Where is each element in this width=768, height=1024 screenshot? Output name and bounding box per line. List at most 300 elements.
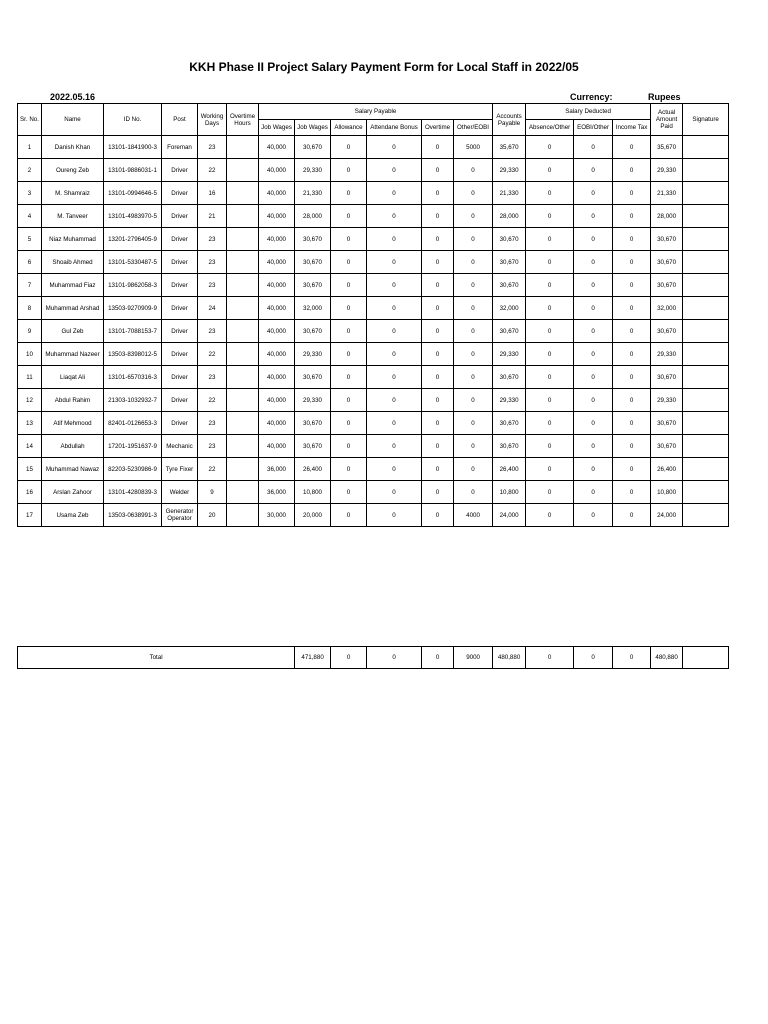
cell-overtime: 0: [422, 182, 454, 205]
cell-overtime-hours: [227, 159, 259, 182]
table-row: [18, 366, 729, 389]
cell-job-wages-2: 26,400: [295, 458, 331, 481]
cell-overtime-hours: [227, 366, 259, 389]
cell-eobi-other: 0: [574, 320, 613, 343]
cell-absence-other: 0: [526, 159, 574, 182]
cell-job-wages-1: 40,000: [259, 320, 295, 343]
cell-overtime-hours: [227, 458, 259, 481]
header-allowance: Allowance: [331, 120, 367, 136]
cell-sr-no: 13: [18, 412, 42, 435]
cell-accounts-payable: 29,330: [493, 389, 526, 412]
cell-post: Welder: [162, 481, 198, 504]
cell-sr-no: 3: [18, 182, 42, 205]
cell-name: Muhammad Nawaz: [42, 458, 104, 481]
cell-income-tax: 0: [613, 297, 651, 320]
cell-attendance-bonus: 0: [367, 343, 422, 366]
cell-allowance: 0: [331, 435, 367, 458]
cell-name: M. Shamraiz: [42, 182, 104, 205]
header-sr-no: Sr. No.: [18, 104, 42, 136]
cell-actual-amount-paid: 24,000: [651, 504, 683, 527]
cell-post: Tyre Fixer: [162, 458, 198, 481]
cell-eobi-other: 0: [574, 412, 613, 435]
cell-name: Liaqat Ali: [42, 366, 104, 389]
cell-id-no: 13101-4983970-5: [104, 205, 162, 228]
table-row: [18, 504, 729, 527]
cell-job-wages-2: 29,330: [295, 159, 331, 182]
cell-job-wages-1: 40,000: [259, 159, 295, 182]
cell-other-eobi: 0: [454, 435, 493, 458]
cell-job-wages-2: 28,000: [295, 205, 331, 228]
table-row: [18, 274, 729, 297]
cell-overtime: 0: [422, 274, 454, 297]
cell-sr-no: 7: [18, 274, 42, 297]
cell-allowance: 0: [331, 504, 367, 527]
cell-absence-other: 0: [526, 274, 574, 297]
cell-eobi-other: 0: [574, 435, 613, 458]
cell-post: Driver: [162, 182, 198, 205]
cell-sr-no: 6: [18, 251, 42, 274]
cell-income-tax: 0: [613, 435, 651, 458]
cell-name: Muhammad Arshad: [42, 297, 104, 320]
cell-name: M. Tanveer: [42, 205, 104, 228]
cell-overtime-hours: [227, 504, 259, 527]
header-accounts-payable: Accounts Payable: [493, 104, 526, 136]
table-row: [18, 182, 729, 205]
cell-sr-no: 14: [18, 435, 42, 458]
cell-allowance: 0: [331, 274, 367, 297]
cell-overtime-hours: [227, 205, 259, 228]
cell-eobi-other: 0: [574, 251, 613, 274]
cell-eobi-other: 0: [574, 159, 613, 182]
cell-signature: [683, 343, 729, 366]
cell-id-no: 13101-4280839-3: [104, 481, 162, 504]
cell-accounts-payable: 30,670: [493, 366, 526, 389]
cell-attendance-bonus: 0: [367, 412, 422, 435]
cell-absence-other: 0: [526, 458, 574, 481]
cell-job-wages-2: 21,330: [295, 182, 331, 205]
cell-name: Muhammad Nazeer: [42, 343, 104, 366]
cell-attendance-bonus: 0: [367, 389, 422, 412]
cell-accounts-payable: 10,800: [493, 481, 526, 504]
header-job-wages-1: Job Wages: [259, 120, 295, 136]
cell-allowance: 0: [331, 159, 367, 182]
cell-actual-amount-paid: 29,330: [651, 389, 683, 412]
header-other-eobi: Other/EOBI: [454, 120, 493, 136]
cell-other-eobi: 0: [454, 205, 493, 228]
cell-accounts-payable: 30,670: [493, 274, 526, 297]
cell-job-wages-1: 40,000: [259, 389, 295, 412]
table-row: [18, 458, 729, 481]
cell-job-wages-1: 30,000: [259, 504, 295, 527]
cell-other-eobi: 4000: [454, 504, 493, 527]
cell-other-eobi: 0: [454, 412, 493, 435]
total-absence-other: 0: [526, 647, 574, 669]
cell-other-eobi: 0: [454, 458, 493, 481]
cell-working-days: 24: [198, 297, 227, 320]
cell-name: Gul Zeb: [42, 320, 104, 343]
cell-signature: [683, 159, 729, 182]
cell-other-eobi: 0: [454, 182, 493, 205]
cell-attendance-bonus: 0: [367, 228, 422, 251]
cell-job-wages-2: 20,000: [295, 504, 331, 527]
cell-signature: [683, 435, 729, 458]
cell-overtime: 0: [422, 458, 454, 481]
cell-signature: [683, 458, 729, 481]
cell-eobi-other: 0: [574, 481, 613, 504]
cell-job-wages-2: 10,800: [295, 481, 331, 504]
cell-working-days: 23: [198, 274, 227, 297]
cell-eobi-other: 0: [574, 205, 613, 228]
cell-sr-no: 11: [18, 366, 42, 389]
table-row: [18, 481, 729, 504]
cell-actual-amount-paid: 30,670: [651, 274, 683, 297]
cell-overtime: 0: [422, 366, 454, 389]
cell-overtime-hours: [227, 136, 259, 159]
cell-income-tax: 0: [613, 320, 651, 343]
cell-overtime-hours: [227, 435, 259, 458]
cell-job-wages-1: 40,000: [259, 205, 295, 228]
cell-overtime-hours: [227, 481, 259, 504]
cell-actual-amount-paid: 29,330: [651, 343, 683, 366]
cell-allowance: 0: [331, 366, 367, 389]
header-overtime: Overtime: [422, 120, 454, 136]
cell-accounts-payable: 29,330: [493, 159, 526, 182]
cell-name: Abdullah: [42, 435, 104, 458]
cell-name: Oureng Zeb: [42, 159, 104, 182]
cell-signature: [683, 412, 729, 435]
cell-post: Driver: [162, 297, 198, 320]
table-row: [18, 389, 729, 412]
cell-accounts-payable: 30,670: [493, 228, 526, 251]
cell-signature: [683, 389, 729, 412]
cell-job-wages-2: 30,670: [295, 228, 331, 251]
cell-income-tax: 0: [613, 251, 651, 274]
cell-overtime: 0: [422, 320, 454, 343]
currency-value: Rupees: [648, 92, 681, 102]
cell-job-wages-2: 30,670: [295, 320, 331, 343]
cell-job-wages-1: 36,000: [259, 458, 295, 481]
cell-name: Usama Zeb: [42, 504, 104, 527]
cell-allowance: 0: [331, 228, 367, 251]
report-date: 2022.05.16: [50, 92, 96, 102]
cell-post: Driver: [162, 251, 198, 274]
total-accounts-payable: 480,880: [493, 647, 526, 669]
cell-signature: [683, 481, 729, 504]
cell-attendance-bonus: 0: [367, 320, 422, 343]
header-actual-amount-paid: Actual Amount Paid: [651, 104, 683, 136]
cell-job-wages-2: 30,670: [295, 274, 331, 297]
cell-other-eobi: 0: [454, 320, 493, 343]
cell-name: Abdul Rahim: [42, 389, 104, 412]
table-row: [18, 412, 729, 435]
cell-eobi-other: 0: [574, 366, 613, 389]
cell-absence-other: 0: [526, 366, 574, 389]
cell-working-days: 16: [198, 182, 227, 205]
cell-id-no: 82203-5230986-9: [104, 458, 162, 481]
total-allowance: 0: [331, 647, 367, 669]
cell-signature: [683, 182, 729, 205]
cell-allowance: 0: [331, 297, 367, 320]
cell-attendance-bonus: 0: [367, 435, 422, 458]
cell-overtime: 0: [422, 435, 454, 458]
header-post: Post: [162, 104, 198, 136]
cell-absence-other: 0: [526, 320, 574, 343]
total-actual-amount-paid: 480,880: [651, 647, 683, 669]
cell-allowance: 0: [331, 136, 367, 159]
cell-id-no: 13101-7088153-7: [104, 320, 162, 343]
table-row: [18, 205, 729, 228]
cell-post: Driver: [162, 159, 198, 182]
cell-name: Danish Khan: [42, 136, 104, 159]
header-absence-other: Absence/Other: [526, 120, 574, 136]
cell-working-days: 23: [198, 435, 227, 458]
cell-sr-no: 15: [18, 458, 42, 481]
cell-job-wages-2: 29,330: [295, 343, 331, 366]
cell-accounts-payable: 24,000: [493, 504, 526, 527]
cell-actual-amount-paid: 30,670: [651, 412, 683, 435]
cell-income-tax: 0: [613, 366, 651, 389]
cell-eobi-other: 0: [574, 228, 613, 251]
table-row: [18, 297, 729, 320]
cell-signature: [683, 504, 729, 527]
cell-attendance-bonus: 0: [367, 136, 422, 159]
cell-overtime: 0: [422, 205, 454, 228]
cell-accounts-payable: 30,670: [493, 251, 526, 274]
table-row: [18, 320, 729, 343]
cell-post: Driver: [162, 366, 198, 389]
cell-working-days: 21: [198, 205, 227, 228]
cell-income-tax: 0: [613, 504, 651, 527]
table-row: [18, 435, 729, 458]
total-label: Total: [18, 647, 295, 669]
cell-overtime: 0: [422, 412, 454, 435]
cell-actual-amount-paid: 10,800: [651, 481, 683, 504]
cell-job-wages-2: 29,330: [295, 389, 331, 412]
cell-allowance: 0: [331, 205, 367, 228]
cell-signature: [683, 320, 729, 343]
cell-income-tax: 0: [613, 159, 651, 182]
total-attendance-bonus: 0: [367, 647, 422, 669]
cell-allowance: 0: [331, 320, 367, 343]
cell-income-tax: 0: [613, 228, 651, 251]
cell-job-wages-2: 30,670: [295, 366, 331, 389]
cell-job-wages-1: 40,000: [259, 182, 295, 205]
cell-eobi-other: 0: [574, 136, 613, 159]
cell-other-eobi: 5000: [454, 136, 493, 159]
cell-other-eobi: 0: [454, 481, 493, 504]
cell-absence-other: 0: [526, 343, 574, 366]
table-row: [18, 251, 729, 274]
cell-income-tax: 0: [613, 389, 651, 412]
cell-id-no: 82401-0126653-3: [104, 412, 162, 435]
cell-eobi-other: 0: [574, 504, 613, 527]
header-eobi-other: EOBI/Other: [574, 120, 613, 136]
total-signature: [683, 647, 729, 669]
cell-attendance-bonus: 0: [367, 458, 422, 481]
cell-absence-other: 0: [526, 136, 574, 159]
cell-job-wages-1: 40,000: [259, 412, 295, 435]
cell-id-no: 21303-1032932-7: [104, 389, 162, 412]
header-signature: Signature: [683, 104, 729, 136]
cell-attendance-bonus: 0: [367, 504, 422, 527]
cell-working-days: 22: [198, 159, 227, 182]
total-row: [18, 647, 729, 669]
cell-post: Generator Operator: [162, 504, 198, 527]
cell-working-days: 23: [198, 228, 227, 251]
total-overtime: 0: [422, 647, 454, 669]
cell-attendance-bonus: 0: [367, 481, 422, 504]
cell-working-days: 23: [198, 320, 227, 343]
cell-accounts-payable: 35,670: [493, 136, 526, 159]
total-other-eobi: 9000: [454, 647, 493, 669]
cell-eobi-other: 0: [574, 458, 613, 481]
cell-absence-other: 0: [526, 182, 574, 205]
cell-working-days: 22: [198, 389, 227, 412]
cell-id-no: 13101-5330487-5: [104, 251, 162, 274]
cell-job-wages-2: 30,670: [295, 136, 331, 159]
cell-actual-amount-paid: 32,000: [651, 297, 683, 320]
cell-sr-no: 2: [18, 159, 42, 182]
cell-absence-other: 0: [526, 504, 574, 527]
cell-absence-other: 0: [526, 228, 574, 251]
cell-signature: [683, 205, 729, 228]
cell-attendance-bonus: 0: [367, 251, 422, 274]
cell-accounts-payable: 29,330: [493, 343, 526, 366]
cell-id-no: 13101-9862058-3: [104, 274, 162, 297]
cell-overtime-hours: [227, 228, 259, 251]
cell-accounts-payable: 30,670: [493, 320, 526, 343]
cell-id-no: 13101-9886031-1: [104, 159, 162, 182]
cell-absence-other: 0: [526, 412, 574, 435]
cell-id-no: 13101-1841900-3: [104, 136, 162, 159]
cell-allowance: 0: [331, 389, 367, 412]
cell-overtime: 0: [422, 343, 454, 366]
cell-job-wages-1: 40,000: [259, 251, 295, 274]
cell-eobi-other: 0: [574, 182, 613, 205]
table-row: [18, 228, 729, 251]
cell-other-eobi: 0: [454, 389, 493, 412]
cell-attendance-bonus: 0: [367, 182, 422, 205]
total-job-wages: 471,880: [295, 647, 331, 669]
cell-sr-no: 5: [18, 228, 42, 251]
page-title: KKH Phase II Project Salary Payment Form for Local Staff in 2022/05: [189, 60, 579, 74]
cell-overtime-hours: [227, 389, 259, 412]
cell-working-days: 23: [198, 412, 227, 435]
header-overtime-hours: Overtime Hours: [227, 104, 259, 136]
cell-signature: [683, 297, 729, 320]
cell-job-wages-1: 40,000: [259, 297, 295, 320]
cell-overtime-hours: [227, 320, 259, 343]
cell-overtime: 0: [422, 297, 454, 320]
cell-job-wages-1: 40,000: [259, 366, 295, 389]
cell-actual-amount-paid: 30,670: [651, 366, 683, 389]
cell-post: Driver: [162, 343, 198, 366]
cell-overtime: 0: [422, 251, 454, 274]
cell-other-eobi: 0: [454, 366, 493, 389]
cell-other-eobi: 0: [454, 159, 493, 182]
cell-absence-other: 0: [526, 481, 574, 504]
cell-accounts-payable: 28,000: [493, 205, 526, 228]
cell-job-wages-1: 36,000: [259, 481, 295, 504]
cell-working-days: 9: [198, 481, 227, 504]
cell-other-eobi: 0: [454, 228, 493, 251]
cell-job-wages-1: 40,000: [259, 435, 295, 458]
cell-eobi-other: 0: [574, 274, 613, 297]
cell-post: Mechanic: [162, 435, 198, 458]
cell-signature: [683, 136, 729, 159]
cell-accounts-payable: 32,000: [493, 297, 526, 320]
cell-absence-other: 0: [526, 251, 574, 274]
cell-working-days: 20: [198, 504, 227, 527]
cell-job-wages-2: 30,670: [295, 251, 331, 274]
cell-name: Muhammad Fiaz: [42, 274, 104, 297]
cell-job-wages-2: 30,670: [295, 412, 331, 435]
cell-job-wages-1: 40,000: [259, 343, 295, 366]
cell-actual-amount-paid: 30,670: [651, 251, 683, 274]
cell-attendance-bonus: 0: [367, 274, 422, 297]
cell-eobi-other: 0: [574, 343, 613, 366]
cell-other-eobi: 0: [454, 343, 493, 366]
cell-attendance-bonus: 0: [367, 159, 422, 182]
cell-income-tax: 0: [613, 182, 651, 205]
cell-allowance: 0: [331, 182, 367, 205]
cell-overtime-hours: [227, 297, 259, 320]
header-working-days: Working Days: [198, 104, 227, 136]
cell-id-no: 17201-1951637-9: [104, 435, 162, 458]
cell-working-days: 22: [198, 343, 227, 366]
cell-accounts-payable: 26,400: [493, 458, 526, 481]
cell-signature: [683, 228, 729, 251]
cell-actual-amount-paid: 29,330: [651, 159, 683, 182]
cell-overtime: 0: [422, 504, 454, 527]
cell-absence-other: 0: [526, 389, 574, 412]
cell-signature: [683, 274, 729, 297]
cell-sr-no: 16: [18, 481, 42, 504]
cell-overtime-hours: [227, 182, 259, 205]
cell-attendance-bonus: 0: [367, 205, 422, 228]
cell-actual-amount-paid: 30,670: [651, 320, 683, 343]
cell-job-wages-2: 30,670: [295, 435, 331, 458]
cell-accounts-payable: 30,670: [493, 435, 526, 458]
cell-job-wages-2: 32,000: [295, 297, 331, 320]
cell-id-no: 13201-2796405-9: [104, 228, 162, 251]
cell-post: Driver: [162, 228, 198, 251]
cell-post: Driver: [162, 274, 198, 297]
header-attendance-bonus: Attendane Bonus: [367, 120, 422, 136]
cell-attendance-bonus: 0: [367, 366, 422, 389]
cell-allowance: 0: [331, 481, 367, 504]
cell-sr-no: 8: [18, 297, 42, 320]
cell-actual-amount-paid: 26,400: [651, 458, 683, 481]
cell-other-eobi: 0: [454, 297, 493, 320]
cell-job-wages-1: 40,000: [259, 136, 295, 159]
cell-sr-no: 4: [18, 205, 42, 228]
cell-accounts-payable: 21,330: [493, 182, 526, 205]
cell-id-no: 13101-6570316-3: [104, 366, 162, 389]
table-row: [18, 159, 729, 182]
total-income-tax: 0: [613, 647, 651, 669]
salary-table: [17, 103, 729, 527]
cell-post: Foreman: [162, 136, 198, 159]
cell-working-days: 23: [198, 366, 227, 389]
cell-signature: [683, 366, 729, 389]
cell-actual-amount-paid: 30,670: [651, 435, 683, 458]
cell-overtime: 0: [422, 159, 454, 182]
header-name: Name: [42, 104, 104, 136]
cell-allowance: 0: [331, 251, 367, 274]
header-id-no: ID No.: [104, 104, 162, 136]
cell-other-eobi: 0: [454, 274, 493, 297]
